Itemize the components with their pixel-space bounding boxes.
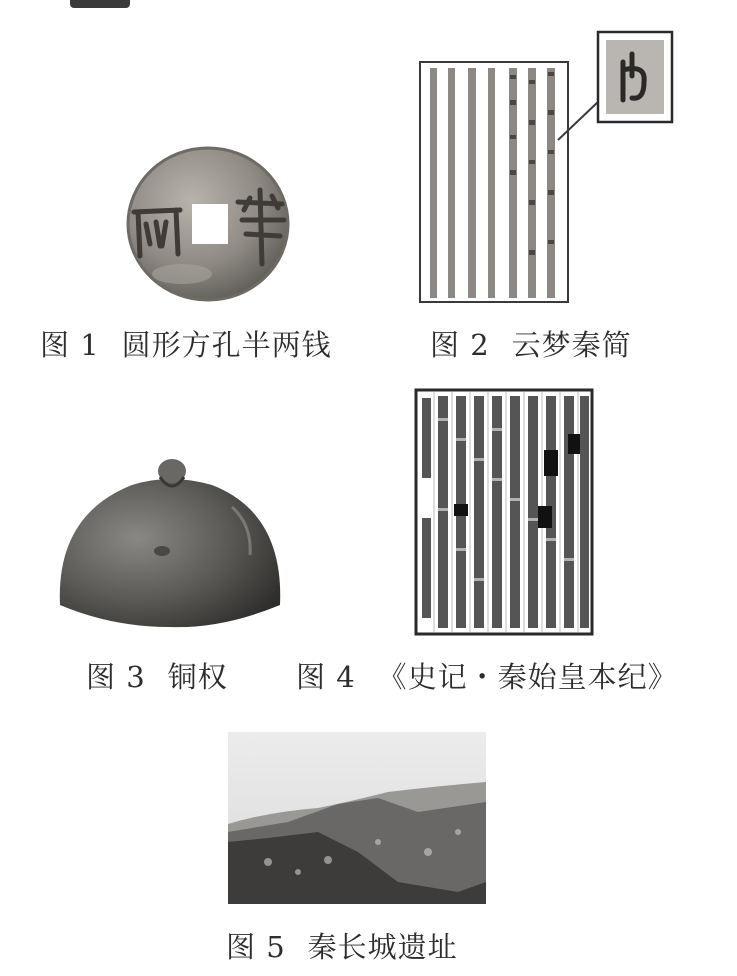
figure-1-title: 圆形方孔半两钱	[121, 328, 332, 362]
figure-2-bamboo-slips-image	[418, 30, 678, 305]
figure-1-caption	[40, 323, 332, 364]
figure-2-caption	[430, 323, 632, 364]
figure-1-number: 图 1	[40, 328, 100, 362]
figure-5-title: 秦长城遗址	[307, 930, 458, 964]
figure-2-number: 图 2	[430, 328, 490, 362]
figure-3-bronze-weight-image	[52, 455, 288, 631]
figure-3-caption	[86, 655, 228, 696]
figure-4-number: 图 4	[296, 660, 356, 694]
figure-5-great-wall-ruins-image	[228, 732, 486, 904]
figure-1-coin-image	[122, 146, 294, 306]
figure-3-number: 图 3	[86, 660, 146, 694]
figure-5-caption	[226, 925, 458, 966]
figure-4-title: 《史记・秦始皇本纪》	[377, 660, 678, 694]
figure-3-title: 铜权	[167, 660, 228, 694]
figure-4-caption	[296, 655, 678, 696]
figure-5-number: 图 5	[226, 930, 286, 964]
figure-2-title: 云梦秦简	[511, 328, 632, 362]
figure-4-shiji-page-image	[414, 388, 594, 636]
cropped-heading-fragment	[70, 0, 130, 8]
